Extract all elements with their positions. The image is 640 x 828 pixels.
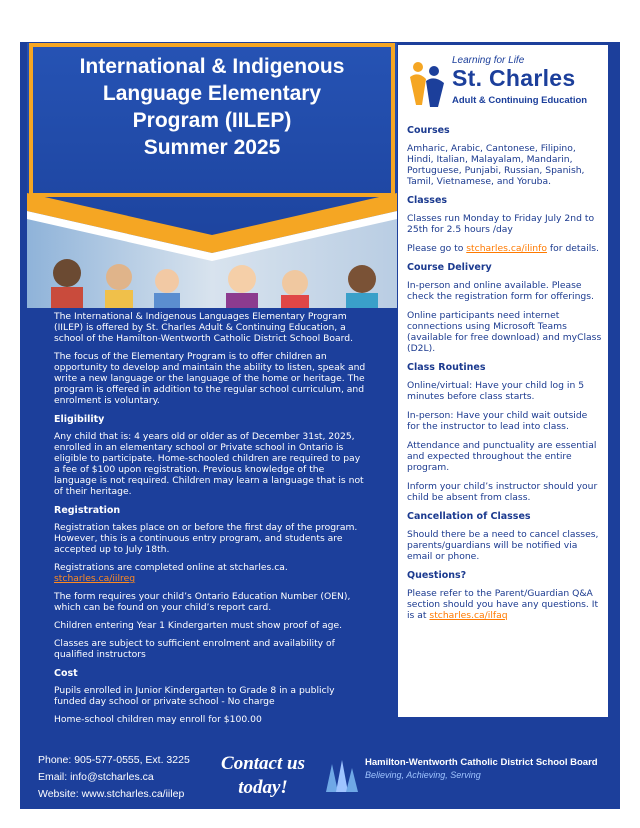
cancellation-text: Should there be a need to cancel classes, parents/guardians will be notified via email or phone. <box>407 529 599 562</box>
title-line: Language Elementary <box>102 82 322 105</box>
title-line: International & Indigenous <box>79 55 345 78</box>
routine-online: Online/virtual: Have your child log in 5 minutes before class starts. <box>407 380 585 402</box>
cancellation-heading: Cancellation of Classes <box>407 511 531 522</box>
registration-online-text: Registrations are completed online at stcharles.ca. <box>54 562 288 573</box>
registration-online <box>54 562 366 584</box>
kindergarten-text: Children entering Year 1 Kindergarten must show proof of age. <box>54 620 343 631</box>
hero-banner <box>27 43 397 308</box>
left-column <box>54 311 366 732</box>
questions-body: Please refer to the Parent/Guardian Q&A section should you have any questions. It is at <box>407 588 599 621</box>
logo-subtitle: Adult & Continuing Education <box>452 95 588 106</box>
intro-paragraph: The International & Indigenous Languages Elementary Program (IILEP) is offered by St. Charles Adult & Continuing Education, a school of the Hamilton-Wentworth Catholic District School Board. <box>54 311 354 344</box>
board-tagline: Believing, Achieving, Serving <box>365 770 481 780</box>
registration-heading: Registration <box>54 505 121 516</box>
board-name: Hamilton-Wentworth Catholic District School Board <box>365 757 598 768</box>
courses-text: Amharic, Arabic, Cantonese, Filipino, Hindi, Italian, Malayalam, Mandarin, Portuguese, Punjabi, Russian, Spanish, Tamil, Vietnamese, and Yoruba. <box>407 143 585 187</box>
focus-paragraph: The focus of the Elementary Program is to offer children an opportunity to develop and maintain the ability to listen, speak and write a new language or the language of the home or heritage. The program is offered in addition to the regular school curriculum, and enrolment is voluntary. <box>54 351 366 406</box>
registration-text: Registration takes place on or before the first day of the program. However, this is a continuous entry program, and students are accepted up to July 18th. <box>54 522 358 555</box>
routine-absence: Inform your child’s instructor should your child be absent from class. <box>407 481 598 503</box>
email-text: Email: info@stcharles.ca <box>38 771 154 783</box>
routine-in-person: In-person: Have your child wait outside for the instructor to lead into class. <box>407 410 588 432</box>
right-column-body <box>407 125 602 629</box>
title-line: Program (IILEP) <box>132 109 292 132</box>
classes-heading: Classes <box>407 195 448 206</box>
online-requirements-text: Online participants need internet connections using Microsoft Teams (available for free download) and myClass (D2L). <box>407 310 602 354</box>
st-charles-logo-icon <box>406 59 448 109</box>
contact-info <box>38 752 190 803</box>
cost-text: Pupils enrolled in Junior Kindergarten to Grade 8 in a publicly funded day school or private school - No charge <box>54 685 335 707</box>
cost-heading: Cost <box>54 668 78 679</box>
logo-name: St. Charles <box>452 65 576 91</box>
classes-text: Classes run Monday to Friday July 2nd to 25th for 2.5 hours /day <box>407 213 595 235</box>
homeschool-cost-text: Home-school children may enroll for $100.00 <box>54 714 262 725</box>
program-title <box>27 53 397 161</box>
classes-details-end: for details. <box>546 243 599 254</box>
title-line: Summer 2025 <box>143 136 281 159</box>
cta-line: today! <box>238 777 288 798</box>
footer <box>20 748 620 809</box>
courses-heading: Courses <box>407 125 450 136</box>
contact-cta <box>208 752 318 800</box>
routines-heading: Class Routines <box>407 362 486 373</box>
logo-tagline: Learning for Life <box>452 55 525 66</box>
registration-link[interactable]: stcharles.ca/iilreg <box>54 573 136 584</box>
eligibility-heading: Eligibility <box>54 414 105 425</box>
phone-text: Phone: 905-577-0555, Ext. 3225 <box>38 754 190 766</box>
website-text: Website: www.stcharles.ca/iilep <box>38 788 185 800</box>
board-logo-icon <box>320 756 360 796</box>
oen-text: The form requires your child’s Ontario Education Number (OEN), which can be found on your child’s report card. <box>54 591 351 613</box>
right-column <box>398 45 608 717</box>
ilinfo-link[interactable]: stcharles.ca/ilinfo <box>466 243 547 254</box>
eligibility-text: Any child that is: 4 years old or older as of December 31st, 2025, enrolled in an elementary school or Private school in Ontario is eligible to participate. Home-schooled children are required to pay a fee of $100 upon registration. Previous knowledge of the language is not required. Children may learn a language that is not of their heritage. <box>54 431 364 497</box>
enrolment-text: Classes are subject to sufficient enrolment and availability of qualified instructors <box>54 638 335 660</box>
cta-line: Contact us <box>221 753 305 774</box>
questions-text <box>407 588 602 621</box>
questions-heading: Questions? <box>407 570 467 581</box>
ilfaq-link[interactable]: stcharles.ca/ilfaq <box>429 610 508 621</box>
st-charles-logo <box>404 55 604 115</box>
classes-details <box>407 243 602 254</box>
delivery-heading: Course Delivery <box>407 262 492 273</box>
classes-details-text: Please go to <box>407 243 467 254</box>
routine-attendance: Attendance and punctuality are essential and expected throughout the entire program. <box>407 440 597 473</box>
delivery-text: In-person and online available. Please check the registration form for offerings. <box>407 280 594 302</box>
